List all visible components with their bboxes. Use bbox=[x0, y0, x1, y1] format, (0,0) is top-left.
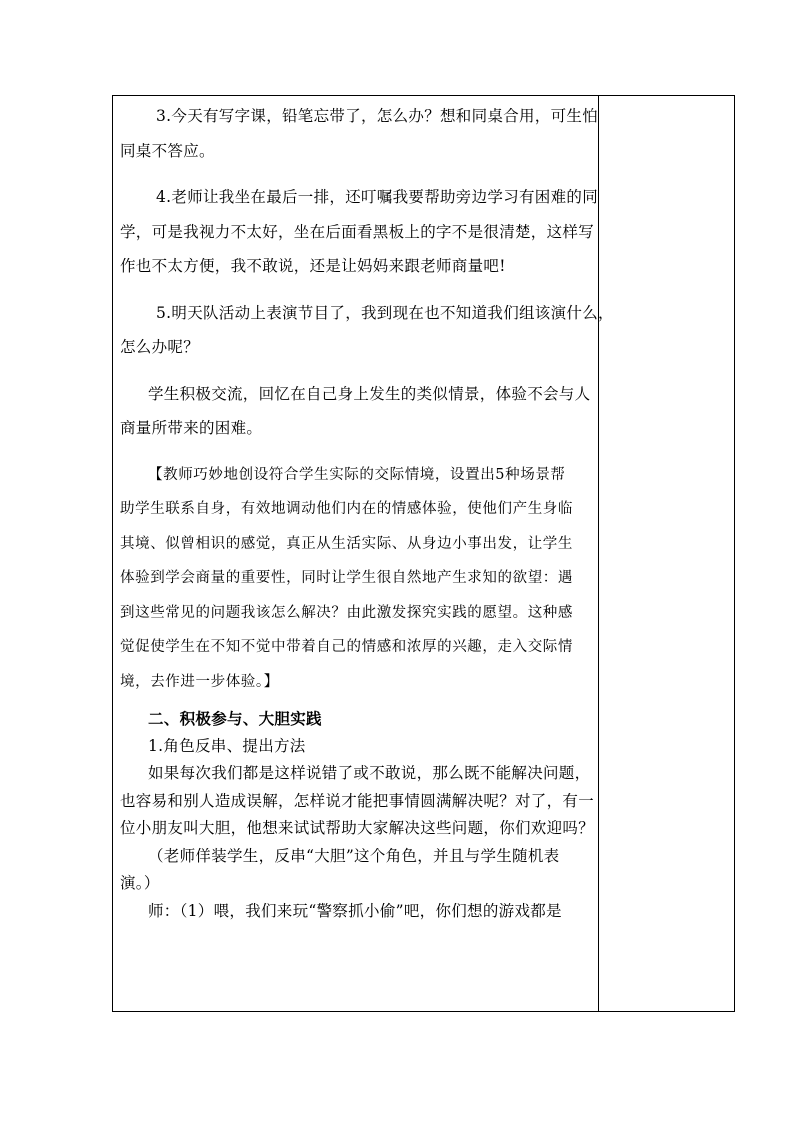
paragraph-line: 如果每次我们都是这样说错了或不敢说，那么既不能解决问题， bbox=[148, 764, 591, 782]
subsection-title: 1.角色反串、提出方法 bbox=[148, 736, 306, 755]
section-title: 二、积极参与、大胆实践 bbox=[148, 709, 322, 728]
note-line-1: （老师佯装学生，反串“大胆”这个角色，并且与学生随机表 bbox=[148, 846, 560, 865]
item-3-line-1: 3.今天有写字课，铅笔忘带了，怎么办？想和同桌合用，可生怕 bbox=[156, 107, 598, 125]
item-5-line-2: 怎么办呢？ bbox=[120, 338, 200, 356]
paragraph-line: 位小朋友叫大胆，他想来试试帮助大家解决这些问题，你们欢迎吗？ bbox=[120, 819, 595, 837]
teacher-comment-line: 助学生联系自身，有效地调动他们内在的情感体验，使他们产生身临 bbox=[120, 501, 573, 517]
paragraph-line: 也容易和别人造成误解，怎样说才能把事情圆满解决呢？对了，有一 bbox=[120, 791, 595, 810]
column-divider bbox=[598, 95, 599, 1012]
student-response-line-1: 学生积极交流，回忆在自己身上发生的类似情景，体验不会与人 bbox=[148, 384, 591, 403]
student-response-line-2: 商量所带来的困难。 bbox=[120, 419, 263, 437]
note-line-2: 演。） bbox=[120, 874, 160, 892]
item-4-line-3: 作也不太方便，我不敢说，还是让妈妈来跟老师商量吧! bbox=[120, 257, 506, 275]
teacher-comment-line: 觉促使学生在不知不觉中带着自己的情感和浓厚的兴趣，走入交际情 bbox=[120, 639, 573, 655]
item-3-line-2: 同桌不答应。 bbox=[120, 141, 215, 160]
item-4-line-1: 4.老师让我坐在最后一排，还叮嘱我要帮助旁边学习有困难的同 bbox=[156, 188, 598, 206]
item-4-line-2: 学，可是我视力不太好，坐在后面看黑板上的字不是很清楚，这样写 bbox=[120, 222, 595, 241]
lesson-content-cell bbox=[120, 95, 614, 925]
teacher-comment-line: 境，去作进一步体验。】 bbox=[120, 673, 279, 690]
teacher-comment-line: 其境、似曾相识的感觉，真正从生活实际、从身边小事出发，让学生 bbox=[120, 535, 573, 552]
item-5-line-1: 5.明天队活动上表演节目了，我到现在也不知道我们组该演什么， bbox=[156, 303, 614, 322]
dialogue-line: 师：（1）喂，我们来玩“警察抓小偷”吧，你们想的游戏都是 bbox=[148, 901, 562, 920]
teacher-comment-line: 【教师巧妙地创设符合学生实际的交际情境，设置出5种场景帮 bbox=[148, 466, 566, 483]
teacher-comment-line: 体验到学会商量的重要性，同时让学生很自然地产生求知的欲望：遇 bbox=[120, 570, 573, 586]
teacher-comment-line: 到这些常见的问题我该怎么解决？由此激发探究实践的愿望。这种感 bbox=[120, 604, 573, 621]
